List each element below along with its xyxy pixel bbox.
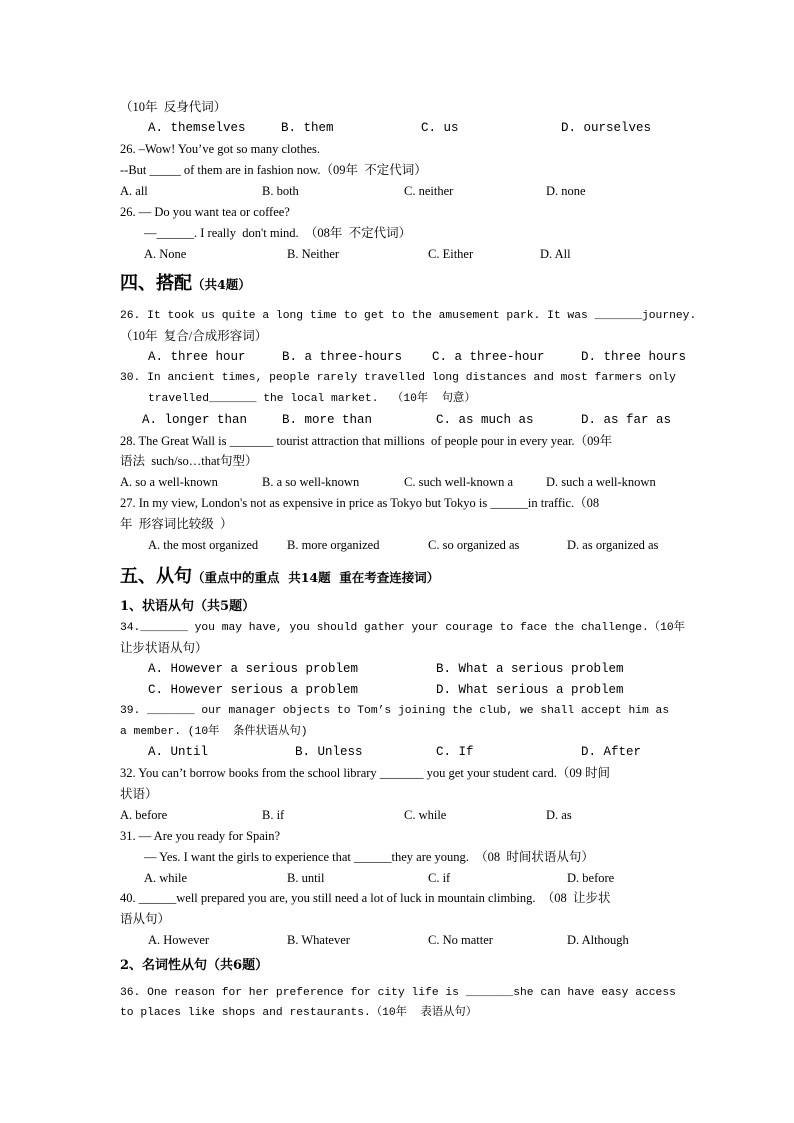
option-b: B. if [262,808,285,822]
option-d: D. What serious a problem [436,683,624,697]
option-c: C. if [428,871,451,885]
option-a: A. three hour [148,350,246,364]
option-c: C. as much as [436,413,534,427]
section-note: （共4题） [192,277,251,292]
option-a: A. longer than [142,413,248,427]
question-tag: （10年 反身代词） [120,100,227,114]
section-note: （重点中的重点 共14题 重在考查连接词） [192,570,440,585]
question-text: —______. I really don't mind. （08年 不定代词） [144,226,412,240]
question-text: --But _____ of them are in fashion now.（09年 不定代词） [120,163,427,177]
question-text: — Yes. I want the girls to experience that ______they are young. （08 时间状语从句） [144,850,594,864]
option-a: A. themselves [148,121,246,135]
option-b: B. Neither [287,247,340,261]
option-d: D. such a well-known [546,475,656,489]
question-text: 26. It took us quite a long time to get to the amusement park. It was _______journey. [120,310,697,322]
question-text: 31. — Are you ready for Spain? [120,829,281,843]
option-c: C. us [421,121,459,135]
question-text: travelled_______ the local market. （10年 句意） [148,393,476,405]
subsection-title: 1、状语从句（共5题） [120,599,256,614]
question-text: 语从句） [120,912,171,926]
option-d: D. ourselves [561,121,652,135]
option-d: D. After [581,745,642,759]
section-heading [120,565,439,590]
question-text: 语法 such/so…that句型） [120,454,258,468]
question-text: 32. You can’t borrow books from the school library _______ you get your student card.（09 时间 [120,766,610,780]
option-b: B. What a serious problem [436,662,624,676]
option-a: A. However a serious problem [148,662,359,676]
option-d: D. as far as [581,413,672,427]
question-text: 26. –Wow! You’ve got so many clothes. [120,142,321,156]
subsection-title: 2、名词性从句（共6题） [120,958,269,973]
option-c: C. such well-known a [404,475,514,489]
option-b: B. a three-hours [282,350,403,364]
option-b: B. more than [282,413,373,427]
question-text: 27. In my view, London's not as expensive in price as Tokyo but Tokyo is ______in traffic.（08 [120,496,600,510]
option-a: A. Until [148,745,209,759]
option-b: B. until [287,871,325,885]
option-b: B. both [262,184,299,198]
option-b: B. a so well-known [262,475,360,489]
option-c: C. Either [428,247,474,261]
option-c: C. while [404,808,447,822]
question-text: 让步状语从句） [120,641,208,655]
option-a: A. so a well-known [120,475,218,489]
question-text: 34._______ you may have, you should gather your courage to face the challenge.（10年 [120,622,685,634]
option-b: B. them [281,121,334,135]
option-a: A. None [144,247,187,261]
option-c: C. No matter [428,933,493,947]
question-text: a member. (10年 条件状语从句) [120,726,308,738]
option-c: C. a three-hour [432,350,545,364]
option-d: D. before [567,871,615,885]
option-c: C. However serious a problem [148,683,359,697]
option-c: C. If [436,745,474,759]
option-b: B. more organized [287,538,380,552]
option-d: D. All [540,247,571,261]
question-text: 39. _______ our manager objects to Tom’s joining the club, we shall accept him as [120,705,670,717]
option-d: D. three hours [581,350,687,364]
option-a: A. all [120,184,148,198]
option-c: C. neither [404,184,454,198]
question-text: 36. One reason for her preference for city life is _______she can have easy access [120,987,676,999]
section-heading [120,272,251,297]
option-c: C. so organized as [428,538,520,552]
section-title: 四、搭配 [120,273,192,294]
option-a: A. the most organized [148,538,259,552]
option-d: D. as organized as [567,538,659,552]
question-text: to places like shops and restaurants.（10年 表语从句） [120,1007,478,1019]
section-title: 五、从句 [120,566,192,587]
question-text: 年 形容词比较级 ） [120,517,233,531]
option-a: A. However [148,933,210,947]
question-text: 状语） [120,787,158,801]
option-d: D. none [546,184,586,198]
option-d: D. Although [567,933,629,947]
option-a: A. before [120,808,168,822]
question-text: 30. In ancient times, people rarely travelled long distances and most farmers only [120,372,676,384]
option-b: B. Whatever [287,933,350,947]
option-d: D. as [546,808,572,822]
question-text: （10年 复合/合成形容词） [120,329,268,343]
option-a: A. while [144,871,188,885]
option-b: B. Unless [295,745,363,759]
question-text: 28. The Great Wall is _______ tourist attraction that millions of people pour in every year.（09年 [120,434,613,448]
question-text: 26. — Do you want tea or coffee? [120,205,290,219]
question-text: 40. ______well prepared you are, you still need a lot of luck in mountain climbing. （08 让步状 [120,891,611,905]
